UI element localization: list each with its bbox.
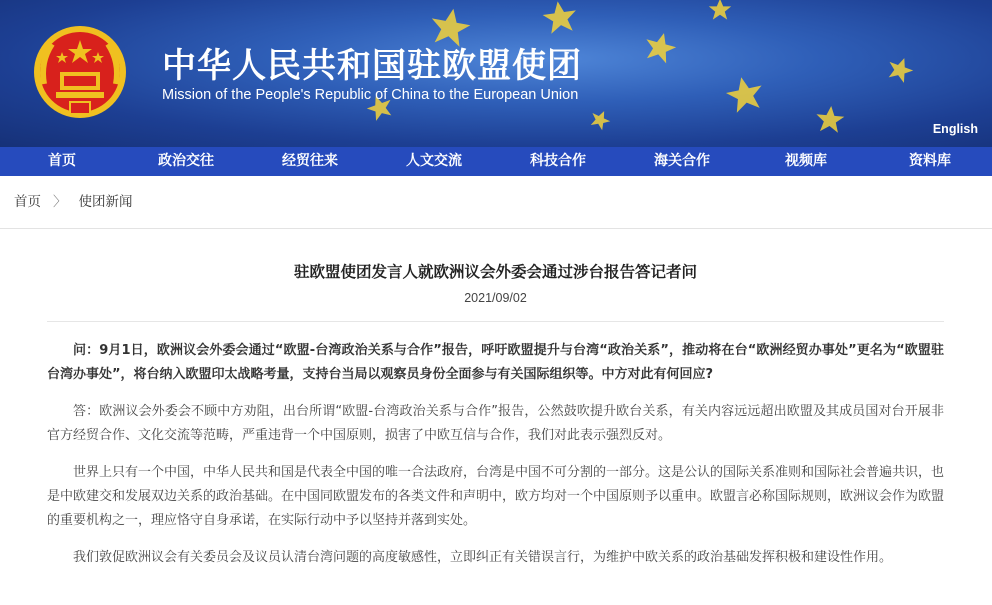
nav-item-video[interactable]: 视频库 (785, 153, 827, 169)
english-language-link[interactable]: English (932, 122, 978, 136)
header-banner (0, 0, 992, 147)
nav-item-science[interactable]: 科技合作 (530, 153, 586, 169)
article-question: 问：9月1日，欧洲议会外委会通过“欧盟-台湾政治关系与合作”报告，呼吁欧盟提升与台湾“政治关系”，推动将在台“欧洲经贸办事处”更名为“欧盟驻台湾办事处”，将台纳入欧盟印太战略考量，支持台当局以观察员身份全面参与有关国际组织等。中方对此有何回应? (47, 343, 944, 382)
article-date: 2021/09/02 (47, 291, 944, 322)
national-emblem-icon (30, 22, 130, 122)
nav-item-resources[interactable]: 资料库 (909, 153, 951, 169)
site-title-en: Mission of the People's Republic of China to the European Union (162, 87, 579, 103)
breadcrumb (0, 176, 992, 229)
article-paragraph: 世界上只有一个中国，中华人民共和国是代表全中国的唯一合法政府，台湾是中国不可分割的一部分。这是公认的国际关系准则和国际社会普遍共识，也是中欧建交和发展双边关系的政治基础。在中国同欧盟发布的各类文件和声明中，欧方均对一个中国原则予以重申。欧盟言必称国际规则，欧洲议会作为欧盟的重要机构之一，理应恪守自身承诺，在实际行动中予以坚持并落到实处。 (47, 465, 945, 528)
nav-item-home[interactable]: 首页 (48, 153, 76, 169)
nav-item-customs[interactable]: 海关合作 (654, 153, 710, 169)
nav-item-trade[interactable]: 经贸往来 (282, 153, 338, 169)
nav-item-culture[interactable]: 人文交流 (406, 153, 462, 169)
breadcrumb-section-link[interactable]: 使团新闻 (78, 194, 133, 210)
article (0, 260, 992, 570)
article-paragraph: 我们敦促欧洲议会有关委员会及议员认清台湾问题的高度敏感性，立即纠正有关错误言行，为维护中欧关系的政治基础发挥积极和建设性作用。 (73, 550, 893, 565)
article-title: 驻欧盟使团发言人就欧洲议会外委会通过涉台报告答记者问 (293, 263, 697, 281)
article-paragraph: 答：欧洲议会外委会不顾中方劝阻，出台所谓“欧盟-台湾政治关系与合作”报告，公然鼓吹提升欧台关系，有关内容远远超出欧盟及其成员国对台开展非官方经贸合作、文化交流等范畴，严重违背一个中国原则，损害了中欧互信与合作，我们对此表示强烈反对。 (47, 404, 944, 443)
main-nav (0, 147, 992, 176)
breadcrumb-separator: 〉 (53, 194, 67, 210)
breadcrumb-home-link[interactable]: 首页 (14, 194, 41, 210)
site-title-cn: 中华人民共和国驻欧盟使团 (162, 46, 582, 86)
nav-item-politics[interactable]: 政治交往 (158, 153, 214, 169)
